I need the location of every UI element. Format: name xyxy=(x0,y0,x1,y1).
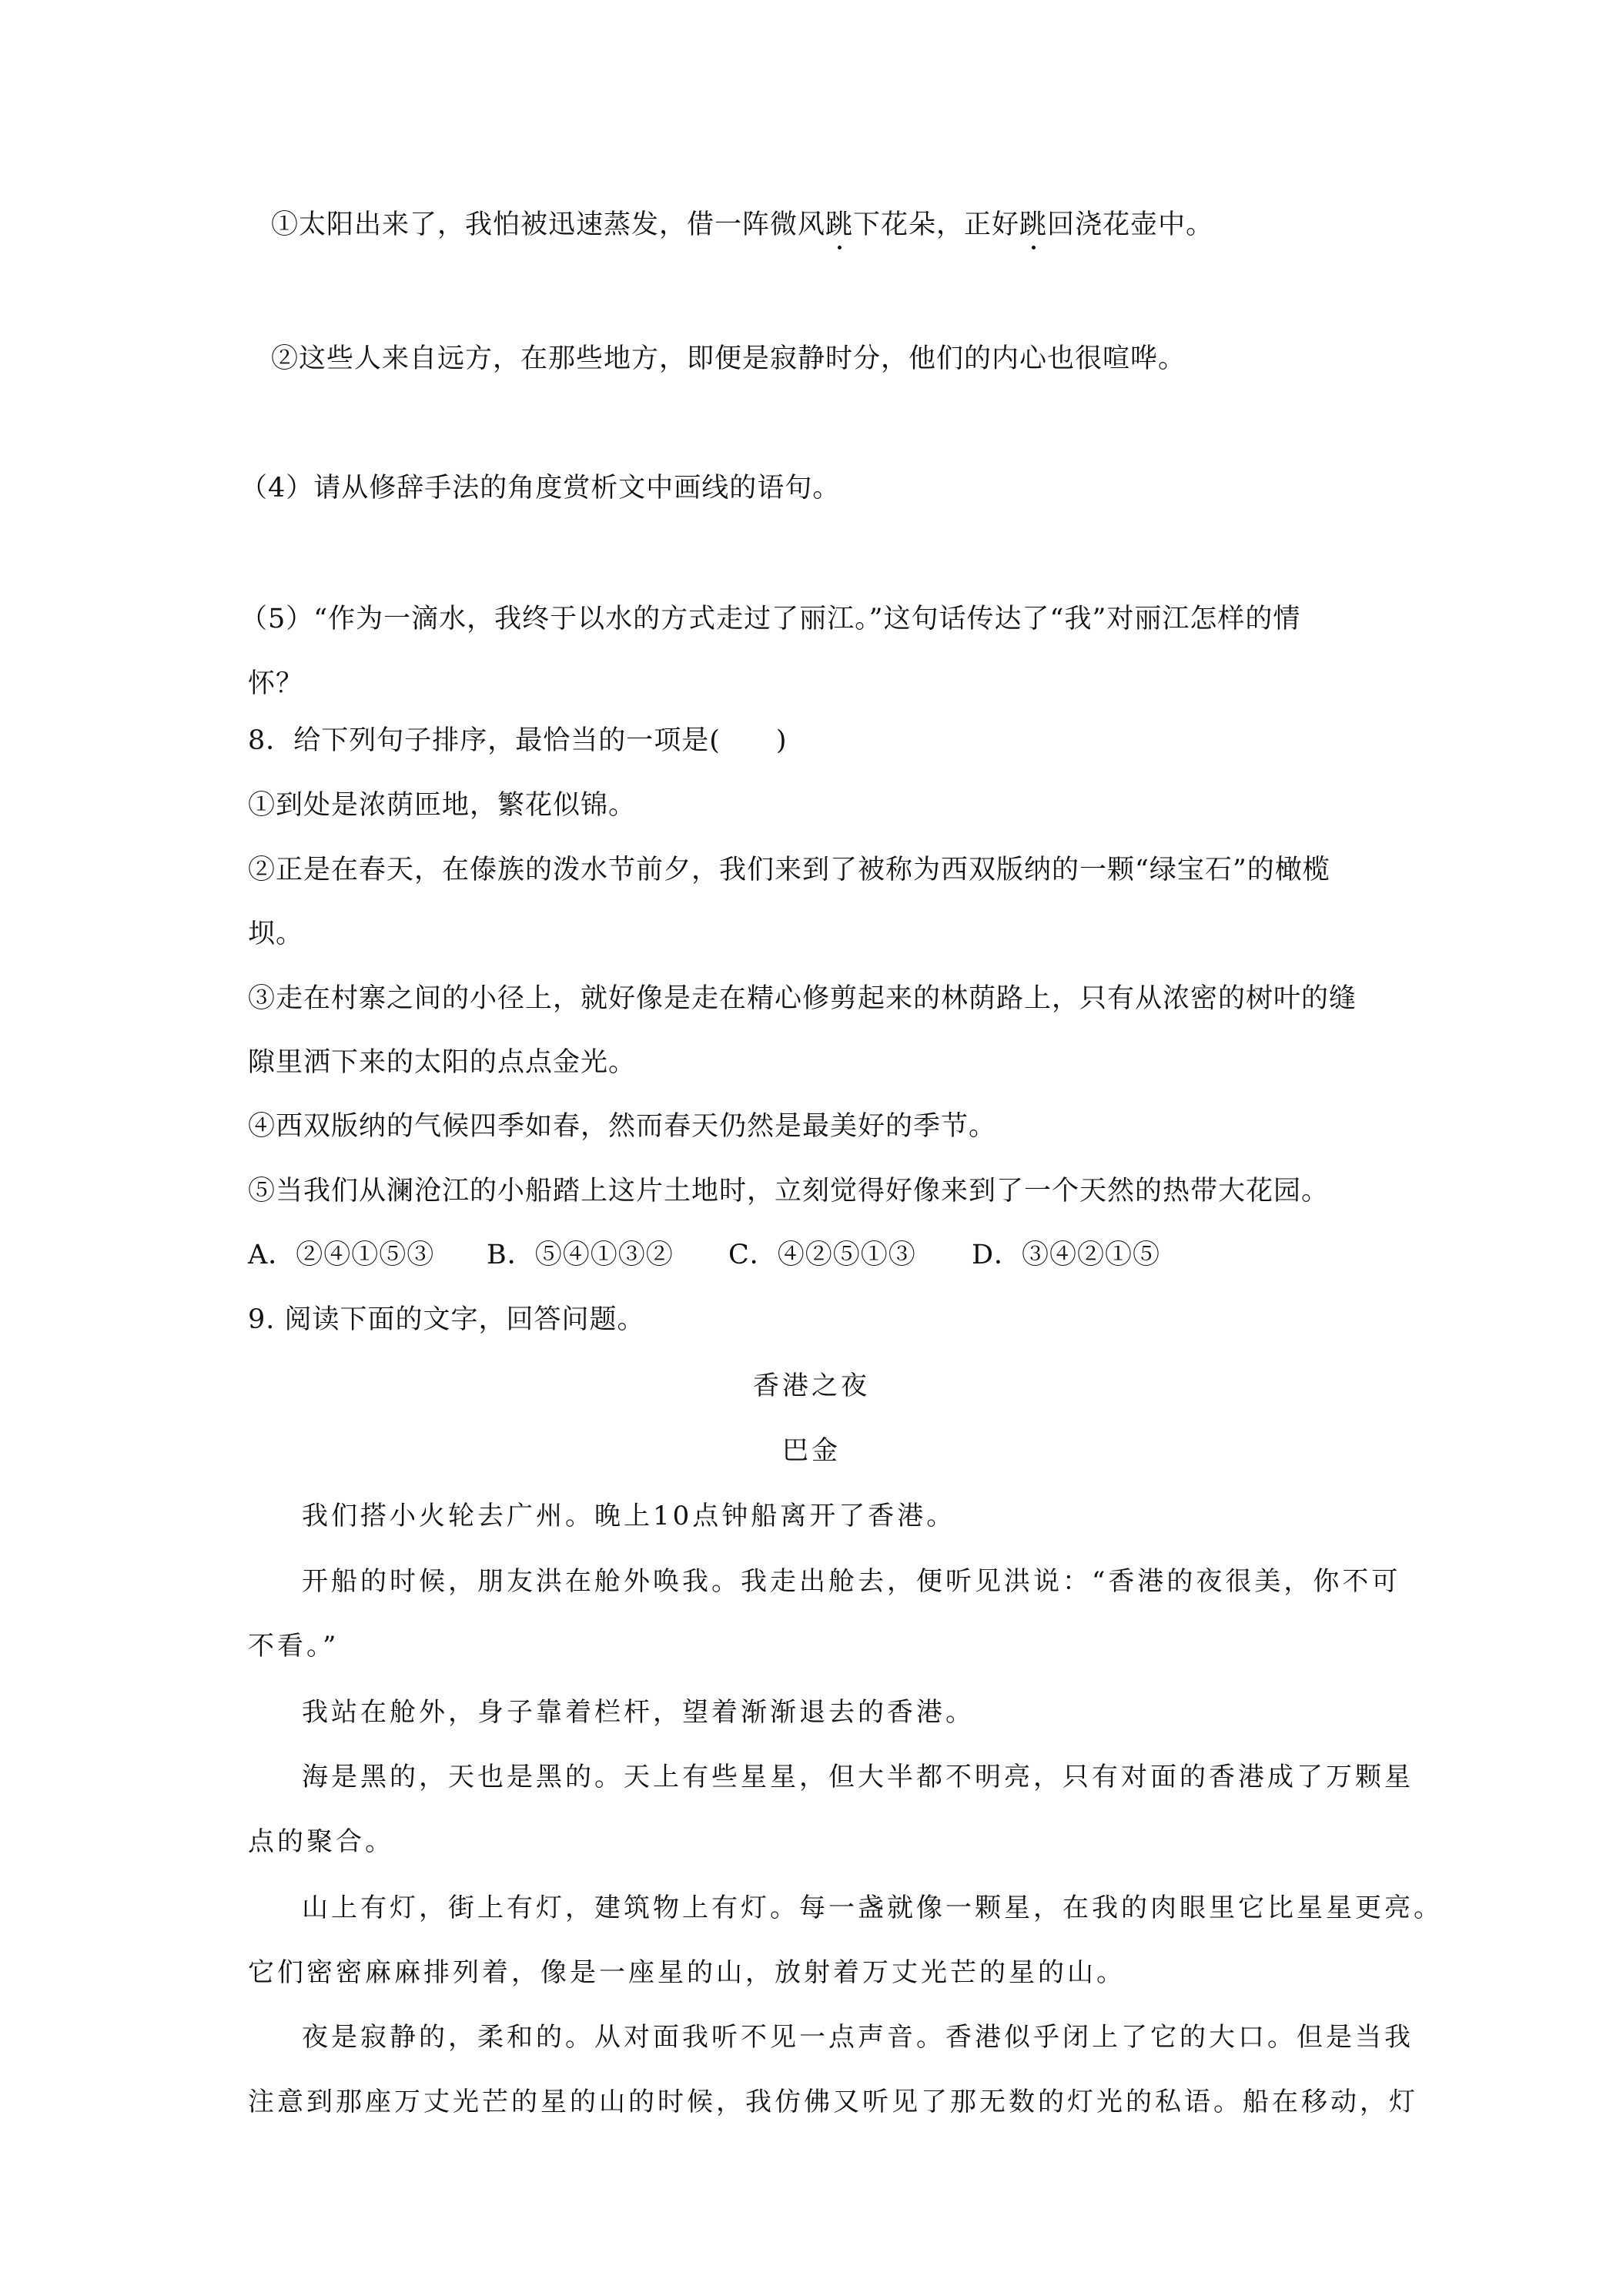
passage-paragraph-5-line-1: 山上有灯，街上有灯，建筑物上有灯。每一盏就像一颗星，在我的肉眼里它比星星更亮。 xyxy=(302,1893,1443,1923)
question-8-sentence-3-line-2: 隙里洒下来的太阳的点点金光。 xyxy=(248,1047,637,1078)
passage-author: 巴金 xyxy=(782,1435,841,1466)
passage-paragraph-2-line-1: 开船的时候，朋友洪在舱外唤我。我走出舱去，便听见洪说：“香港的夜很美，你不可 xyxy=(302,1566,1401,1597)
question-8-option-a: A．②④①⑤③ xyxy=(248,1240,435,1270)
question-8-sentence-2-line-1: ②正是在春天，在傣族的泼水节前夕，我们来到了被称为西双版纳的一颗“绿宝石”的橄榄 xyxy=(248,855,1330,885)
passage-paragraph-3: 我站在舱外，身子靠着栏杆，望着渐渐退去的香港。 xyxy=(302,1697,975,1728)
sentence-1-dotted-char-a: 跳 xyxy=(825,209,854,240)
question-8-sentence-2-line-2: 坝。 xyxy=(248,919,304,949)
question-8-sentence-4: ④西双版纳的气候四季如春，然而春天仍然是最美好的季节。 xyxy=(248,1111,997,1142)
question-8-option-d: D．③④②①⑤ xyxy=(972,1240,1161,1270)
sentence-1-before: ①太阳出来了，我怕被迅速蒸发，借一阵微风 xyxy=(271,209,826,240)
question-9-stem: 9. 阅读下面的文字，回答问题。 xyxy=(248,1304,645,1335)
passage-title: 香港之夜 xyxy=(753,1371,870,1401)
question-8-sentence-3-line-1: ③走在村寨之间的小径上，就好像是走在精心修剪起来的林荫路上，只有从浓密的树叶的缝 xyxy=(248,983,1357,1014)
question-4: （4）请从修辞手法的角度赏析文中画线的语句。 xyxy=(240,473,841,504)
question-8-sentence-5: ⑤当我们从澜沧江的小船踏上这片土地时，立刻觉得好像来到了一个天然的热带大花园。 xyxy=(248,1176,1330,1207)
sentence-1-dotted-char-b: 跳 xyxy=(1019,209,1048,240)
question-5-line-1: （5）“作为一滴水，我终于以水的方式走过了丽江。”这句话传达了“我”对丽江怎样的情 xyxy=(240,604,1301,634)
passage-paragraph-2-line-2: 不看。” xyxy=(248,1631,340,1662)
question-8-option-c: C．④②⑤①③ xyxy=(728,1240,916,1270)
sentence-2: ②这些人来自远方，在那些地方，即便是寂静时分，他们的内心也很喧哗。 xyxy=(271,343,1186,374)
question-5-line-2: 怀？ xyxy=(248,668,304,699)
passage-paragraph-5-line-2: 它们密密麻麻排列着，像是一座星的山，放射着万丈光芒的星的山。 xyxy=(248,1957,1126,1988)
sentence-1-middle: 下花朵，正好 xyxy=(853,209,1020,240)
question-8-option-b: B．⑤④①③② xyxy=(487,1240,674,1270)
passage-paragraph-1: 我们搭小火轮去广州。晚上10点钟船离开了香港。 xyxy=(302,1501,956,1531)
question-8-stem: 8．给下列句子排序，最恰当的一项是( ) xyxy=(248,725,788,756)
passage-paragraph-4-line-2: 点的聚合。 xyxy=(248,1826,394,1857)
question-8-sentence-1: ①到处是浓荫匝地，繁花似锦。 xyxy=(248,790,637,821)
passage-paragraph-6-line-1: 夜是寂静的，柔和的。从对面我听不见一点声音。香港似乎闭上了它的大口。但是当我 xyxy=(302,2022,1414,2053)
sentence-1-after: 回浇花壶中。 xyxy=(1047,209,1214,240)
passage-paragraph-4-line-1: 海是黑的，天也是黑的。天上有些星星，但大半都不明亮，只有对面的香港成了万颗星 xyxy=(302,1762,1414,1792)
sentence-1 xyxy=(271,208,1213,242)
passage-paragraph-6-line-2: 注意到那座万丈光芒的星的山的时候，我仿佛又听见了那无数的灯光的私语。船在移动，灯 xyxy=(248,2087,1418,2117)
